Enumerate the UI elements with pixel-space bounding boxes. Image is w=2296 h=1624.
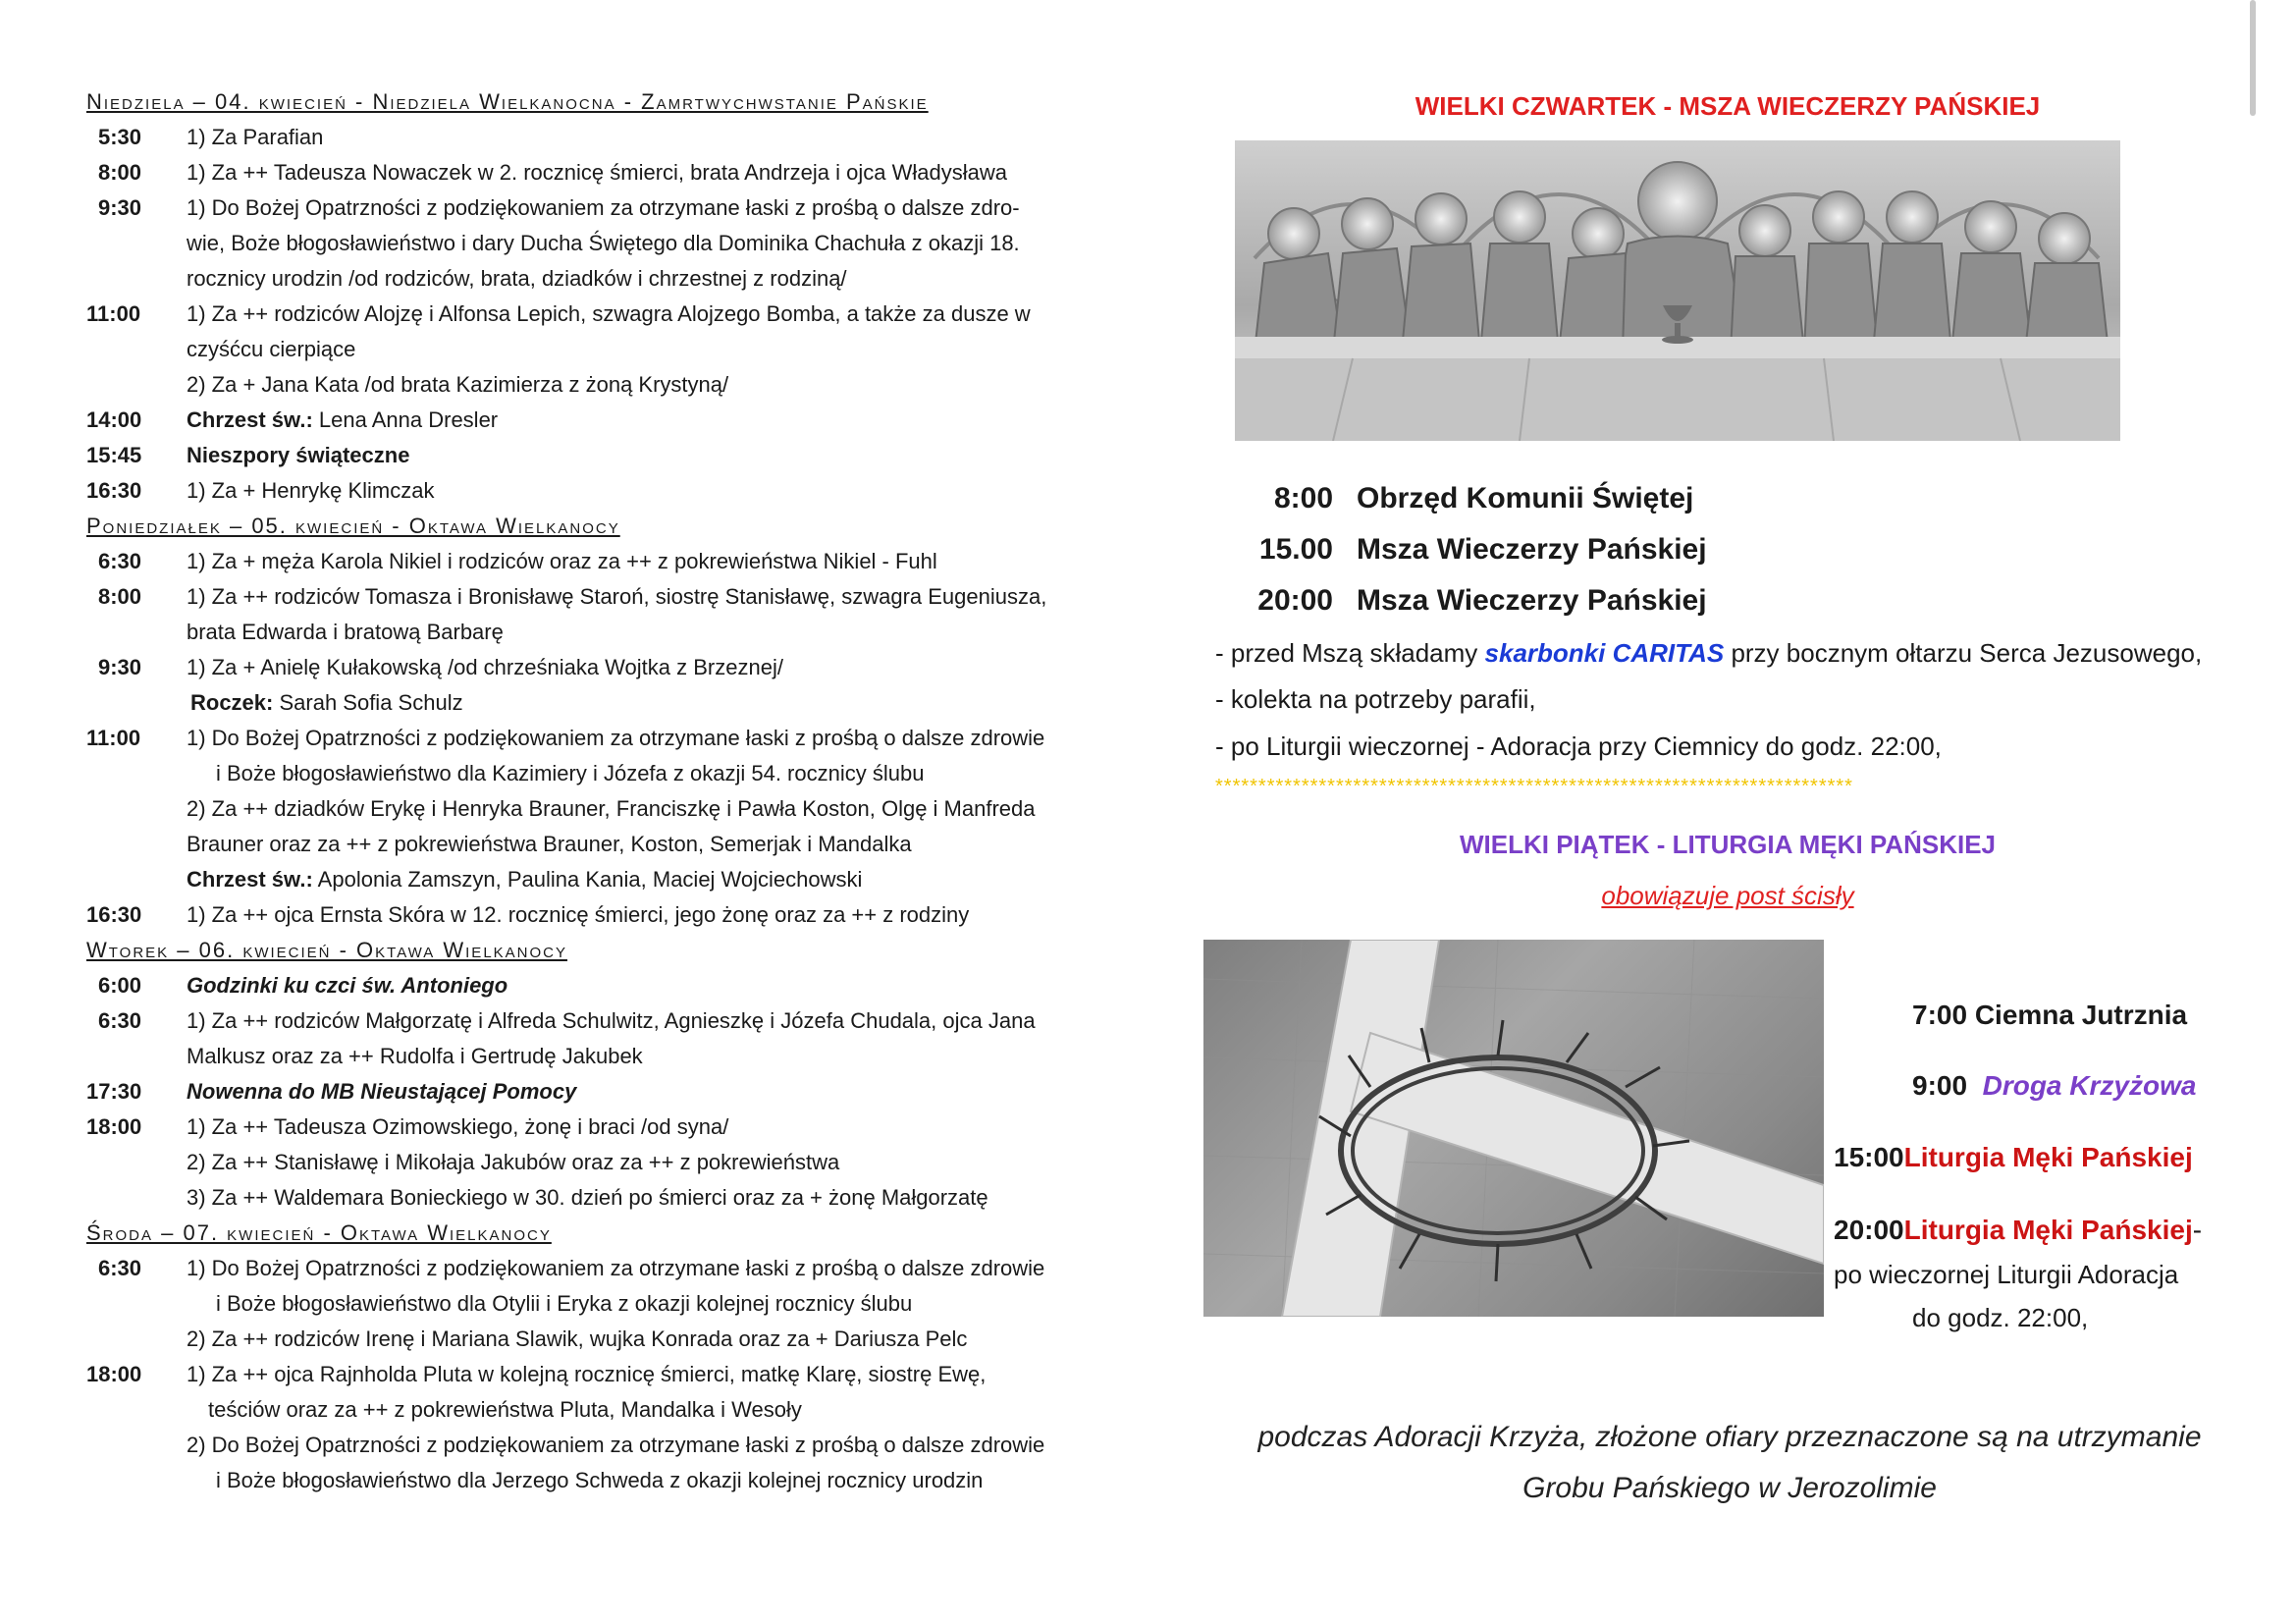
offering-notice <box>1209 1412 2250 1514</box>
thursday-label: Obrzęd Komunii Świętej <box>1357 482 1694 514</box>
intention-line: 2) Za ++ rodziców Irenę i Mariana Slawik, wujka Konrada oraz za + Dariusza Pelc <box>187 1326 968 1351</box>
day-heading-sunday: Niedziela – 04. kwiecień - Niedziela Wielkanocna - Zamrtwychwstanie Pańskie <box>86 89 929 114</box>
good-friday-title: WIELKI PIĄTEK - LITURGIA MĘKI PAŃSKIEJ <box>1459 830 1996 859</box>
thursday-time: 8:00 <box>1273 482 1333 514</box>
entry <box>86 968 1117 1003</box>
caritas-highlight: skarbonki CARITAS <box>1484 638 1725 668</box>
intention-line: 2) Za + Jana Kata /od brata Kazimierza z żoną Krystyną/ <box>187 372 729 397</box>
intention-line: i Boże błogosławieństwo dla Jerzego Schweda z okazji kolejnej rocznicy urodzin <box>216 1468 984 1492</box>
thursday-row-communion <box>1209 477 1693 520</box>
intention-line: Brauner oraz za ++ z pokrewieństwa Brauner, Koston, Semerjak i Mandalka <box>187 832 912 856</box>
mass-intentions-column <box>86 84 1117 1498</box>
intention-line: 2) Za ++ Stanisławę i Mikołaja Jakubów oraz za ++ z pokrewieństwa <box>187 1150 840 1174</box>
day-heading-tuesday: Wtorek – 06. kwiecień - Oktawa Wielkanocy <box>86 938 568 962</box>
vertical-scrollbar[interactable] <box>2250 0 2256 116</box>
cross-with-crown-of-thorns <box>1203 940 1824 1317</box>
day-heading-monday: Poniedziałek – 05. kwiecień - Oktawa Wielkanocy <box>86 514 620 538</box>
vespers-label: Nieszpory świąteczne <box>187 443 410 467</box>
entry <box>86 1074 1117 1110</box>
friday-adoration-time: do godz. 22:00, <box>1912 1303 2089 1332</box>
intention-line: 1) Za ++ rodziców Tomasza i Bronisławę Staroń, siostrę Stanisławę, szwagra Eugeniusza, <box>187 584 1047 609</box>
first-birthday-name: Sarah Sofia Schulz <box>273 690 463 715</box>
day-heading-wednesday: Środa – 07. kwiecień - Oktawa Wielkanocy <box>86 1220 552 1245</box>
cross-crown-image <box>1203 940 1824 1317</box>
mass-time: 11:00 <box>86 726 141 750</box>
intention-line: 1) Za + Anielę Kułakowską /od chrześniaka Wojtka z Brzeznej/ <box>187 655 783 679</box>
mass-time: 16:30 <box>86 902 142 927</box>
intention-line: 1) Za ++ rodziców Alojzę i Alfonsa Lepich, szwagra Alojzego Bomba, a także za dusze w <box>187 301 1031 326</box>
intention-line: teściów oraz za ++ z pokrewieństwa Pluta, Mandalka i Wesoły <box>208 1397 802 1422</box>
friday-row-stations <box>1912 1065 2196 1107</box>
entry <box>86 1110 1117 1216</box>
intention-line: 2) Do Bożej Opatrzności z podziękowaniem za otrzymane łaski z prośbą o dalsze zdrowie <box>187 1433 1045 1457</box>
thursday-note-collection: - kolekta na potrzeby parafii, <box>1215 684 1536 714</box>
passion-liturgy-label: Liturgia Męki Pańskiej <box>1903 1215 2193 1245</box>
first-birthday-label: Roczek: <box>190 690 274 715</box>
mass-time: 16:30 <box>86 478 142 503</box>
passion-liturgy-label: Liturgia Męki Pańskiej <box>1903 1142 2193 1172</box>
intention-line: 1) Do Bożej Opatrzności z podziękowaniem za otrzymane łaski z prośbą o dalsze zdrowie <box>187 726 1045 750</box>
thursday-note-caritas: - przed Mszą składamy skarbonki CARITAS przy bocznym ołtarzu Serca Jezusowego, <box>1215 638 2203 668</box>
friday-time: 9:00 <box>1912 1070 1968 1101</box>
intention-line: wie, Boże błogosławieństwo i dary Ducha Świętego dla Dominika Chachuła z okazji 18. <box>187 231 1020 255</box>
entry <box>86 721 1117 897</box>
intention-line: 1) Za ++ Tadeusza Nowaczek w 2. rocznicę śmierci, brata Andrzeja i ojca Władysława <box>187 160 1007 185</box>
intention-line: brata Edwarda i bratową Barbarę <box>187 620 504 644</box>
intention-line: czyśćcu cierpiące <box>187 337 356 361</box>
entry <box>86 190 1117 297</box>
baptism-label: Chrzest św.: <box>187 407 313 432</box>
intention-line: 1) Za Parafian <box>187 125 324 149</box>
mass-time: 14:00 <box>86 407 142 432</box>
friday-row-liturgy-2: 20:00Liturgia Męki Pańskiej- <box>1834 1215 2203 1245</box>
entry <box>86 1251 1117 1357</box>
thursday-row-mass-1 <box>1209 528 1707 571</box>
entry <box>86 473 1117 509</box>
entry <box>86 155 1117 190</box>
entry <box>86 403 1117 438</box>
entry <box>86 579 1117 650</box>
intention-line: 2) Za ++ dziadków Erykę i Henryka Brauner, Franciszkę i Pawła Koston, Olgę i Manfreda <box>187 796 1036 821</box>
mass-time: 6:00 <box>98 973 142 998</box>
mass-time: 9:30 <box>98 195 142 220</box>
mass-time: 8:00 <box>98 584 142 609</box>
mass-time: 15:45 <box>86 443 142 467</box>
thursday-label: Msza Wieczerzy Pańskiej <box>1357 584 1707 617</box>
thursday-note-adoration: - po Liturgii wieczornej - Adoracja przy Ciemnicy do godz. 22:00, <box>1215 731 1942 761</box>
friday-time: 20:00 <box>1834 1215 1904 1245</box>
devotion-label: Godzinki ku czci św. Antoniego <box>187 973 508 998</box>
intention-line: 1) Do Bożej Opatrzności z podziękowaniem za otrzymane łaski z prośbą o dalsze zdrowie <box>187 1256 1045 1280</box>
mass-time: 18:00 <box>86 1362 142 1386</box>
entry <box>86 650 1117 721</box>
entry <box>86 897 1117 933</box>
last-supper-image <box>1235 140 2120 441</box>
way-of-cross-label: Droga Krzyżowa <box>1982 1070 2197 1101</box>
mass-time: 6:30 <box>98 1256 142 1280</box>
friday-adoration-note: po wieczornej Liturgii Adoracja <box>1834 1260 2179 1289</box>
holy-thursday-title: WIELKI CZWARTEK - MSZA WIECZERZY PAŃSKIEJ <box>1415 91 2041 121</box>
friday-row-liturgy-1 <box>1834 1137 2193 1178</box>
intention-line: 1) Za ++ ojca Rajnholda Pluta w kolejną rocznicę śmierci, matkę Klarę, siostrę Ewę, <box>187 1362 987 1386</box>
fasting-notice: obowiązuje post ścisły <box>1601 881 1854 910</box>
thursday-time: 20:00 <box>1257 584 1333 617</box>
baptism-label: Chrzest św.: <box>187 867 313 892</box>
entry <box>86 1357 1117 1498</box>
intention-line: i Boże błogosławieństwo dla Otylii i Eryka z okazji kolejnej rocznicy ślubu <box>216 1291 913 1316</box>
mass-time: 18:00 <box>86 1114 142 1139</box>
devotion-label: Nowenna do MB Nieustającej Pomocy <box>187 1079 577 1104</box>
friday-time: 15:00 <box>1834 1142 1904 1172</box>
intention-line: i Boże błogosławieństwo dla Kazimiery i Józefa z okazji 54. rocznicy ślubu <box>216 761 925 785</box>
intention-line: 1) Za + Henrykę Klimczak <box>187 478 435 503</box>
mass-time: 6:30 <box>98 549 142 573</box>
offering-line-2: Grobu Pańskiego w Jerozolimie <box>1522 1472 1937 1504</box>
star-separator: ************************************************************************** <box>1215 776 1853 797</box>
last-supper-illustration <box>1235 140 2120 441</box>
entry <box>86 1003 1117 1074</box>
entry <box>86 120 1117 155</box>
intention-line: 1) Do Bożej Opatrzności z podziękowaniem za otrzymane łaski z prośbą o dalsze zdro- <box>187 195 1020 220</box>
entry <box>86 438 1117 473</box>
entry <box>86 297 1117 403</box>
intention-line: 1) Za ++ ojca Ernsta Skóra w 12. rocznicę śmierci, jego żonę oraz za ++ z rodziny <box>187 902 970 927</box>
mass-time: 9:30 <box>98 655 142 679</box>
intention-line: 1) Za + męża Karola Nikiel i rodziców oraz za ++ z pokrewieństwa Nikiel - Fuhl <box>187 549 937 573</box>
intention-line: 1) Za ++ Tadeusza Ozimowskiego, żonę i braci /od syna/ <box>187 1114 729 1139</box>
mass-time: 5:30 <box>98 125 142 149</box>
thursday-label: Msza Wieczerzy Pańskiej <box>1357 533 1707 566</box>
intention-line: rocznicy urodzin /od rodziców, brata, dziadków i chrzestnej z rodziną/ <box>187 266 847 291</box>
mass-time: 11:00 <box>86 301 141 326</box>
friday-row-tenebrae: 7:00 Ciemna Jutrznia <box>1912 1000 2188 1030</box>
thursday-row-mass-2 <box>1209 579 1707 623</box>
intention-line: 1) Za ++ rodziców Małgorzatę i Alfreda Schulwitz, Agnieszkę i Józefa Chudala, ojca Jana <box>187 1008 1036 1033</box>
baptism-names: Lena Anna Dresler <box>312 407 499 432</box>
mass-time: 17:30 <box>86 1079 142 1104</box>
baptism-names: Apolonia Zamszyn, Paulina Kania, Maciej Wojciechowski <box>312 867 863 892</box>
mass-time: 6:30 <box>98 1008 142 1033</box>
offering-line-1: podczas Adoracji Krzyża, złożone ofiary przeznaczone są na utrzymanie <box>1257 1421 2202 1453</box>
entry <box>86 544 1117 579</box>
mass-time: 8:00 <box>98 160 142 185</box>
intention-line: Malkusz oraz za ++ Rudolfa i Gertrudę Jakubek <box>187 1044 643 1068</box>
intention-line: 3) Za ++ Waldemara Bonieckiego w 30. dzień po śmierci oraz za + żonę Małgorzatę <box>187 1185 988 1210</box>
thursday-time: 15.00 <box>1258 533 1333 566</box>
